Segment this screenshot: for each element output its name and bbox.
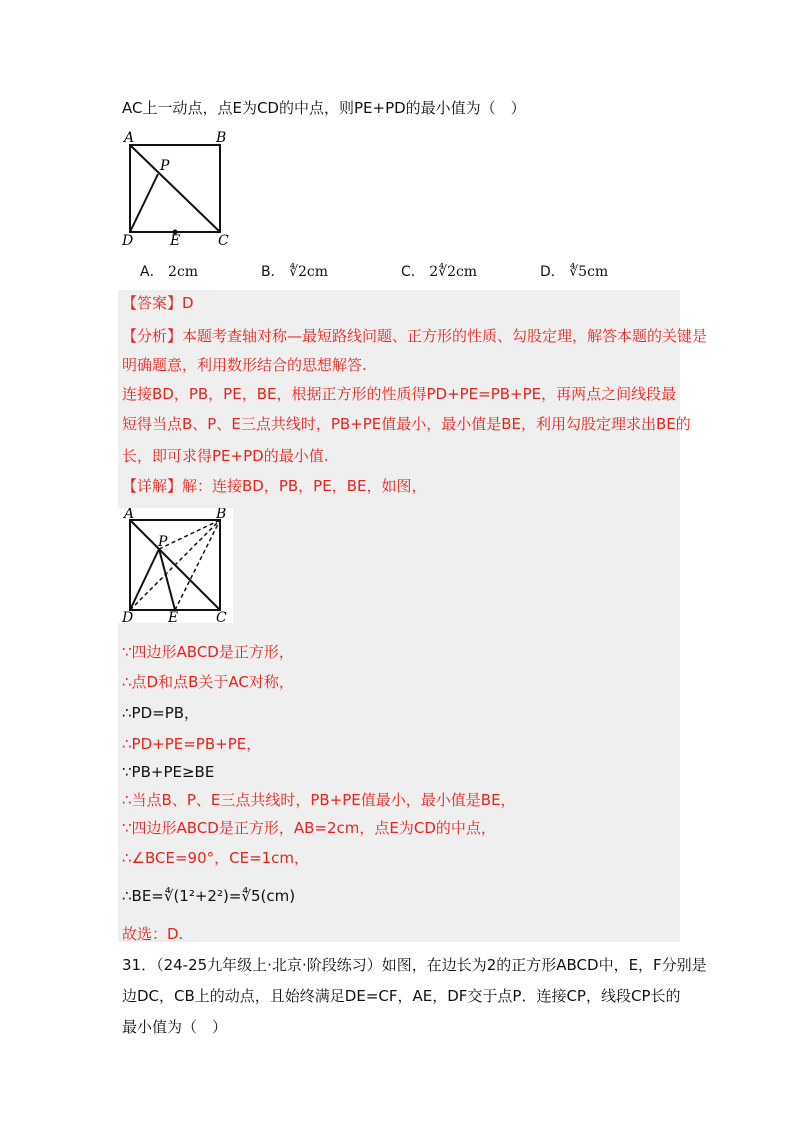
option-d[interactable]: [540, 262, 608, 282]
label-c-2: C: [216, 610, 227, 623]
label-b-2: B: [216, 508, 227, 522]
option-c-value: 2∜2cm: [429, 264, 478, 280]
label-e-2: E: [168, 610, 179, 623]
answer-line: 【答案】D: [122, 294, 194, 312]
analysis-line-4: 短得当点B、P、E三点共线时，PB+PE值最小，最小值是BE，利用勾股定理求出BE的: [122, 415, 691, 433]
step-2: ∴点D和点B关于AC对称，: [122, 673, 294, 691]
option-a-letter: A．: [140, 264, 164, 280]
step-1: ∵四边形ABCD是正方形，: [122, 643, 294, 661]
option-a-value: 2cm: [168, 264, 199, 280]
option-d-value: ∜5cm: [569, 264, 609, 280]
option-c[interactable]: [401, 262, 477, 282]
label-d-2: D: [122, 610, 134, 623]
option-b-letter: B．: [261, 264, 285, 280]
option-b-value: ∜2cm: [289, 264, 329, 280]
next-question-line-3: 最小值为（ ）: [122, 1018, 228, 1036]
label-b: B: [216, 130, 227, 146]
option-a[interactable]: [140, 262, 198, 282]
label-d: D: [122, 233, 134, 245]
step-6: ∴当点B、P、E三点共线时，PB+PE值最小，最小值是BE，: [122, 791, 516, 809]
question-tail-text: AC上一动点，点E为CD的中点，则PE+PD的最小值为（ ）: [122, 99, 526, 117]
analysis-line-2: 明确题意，利用数形结合的思想解答.: [122, 356, 367, 374]
next-question-line-1: 31．（24-25九年级上·北京·阶段练习）如图，在边长为2的正方形ABCD中，E，F分别是: [122, 956, 707, 974]
detail-heading: 【详解】解：连接BD，PB，PE，BE，如图，: [122, 477, 427, 495]
step-5: ∵PB+PE≥BE: [122, 763, 215, 781]
option-b[interactable]: [261, 262, 328, 282]
label-c: C: [218, 233, 229, 245]
analysis-line-1: 【分析】本题考查轴对称—最短路线问题、正方形的性质、勾股定理，解答本题的关键是: [122, 327, 708, 345]
option-d-letter: D．: [540, 264, 565, 280]
figure-square-1: [118, 130, 248, 245]
step-9: ∴BE=∜(1²+2²)=∜5(cm): [122, 887, 296, 905]
step-8: ∴∠BCE=90°，CE=1cm，: [122, 849, 310, 867]
option-c-letter: C．: [401, 264, 425, 280]
step-7: ∵四边形ABCD是正方形，AB=2cm，点E为CD的中点，: [122, 819, 496, 837]
label-p-2: P: [158, 534, 168, 550]
step-3: ∴PD=PB，: [122, 704, 200, 722]
label-a-2: A: [124, 508, 135, 522]
label-p: P: [160, 158, 170, 174]
analysis-line-3: 连接BD，PB，PE，BE，根据正方形的性质得PD+PE=PB+PE，再两点之间线段最: [122, 385, 677, 403]
conclusion-line: 故选：D.: [122, 925, 184, 943]
step-4: ∴PD+PE=PB+PE，: [122, 735, 262, 753]
analysis-line-5: 长，即可求得PE+PD的最小值.: [122, 447, 329, 465]
label-a: A: [124, 130, 135, 146]
label-e: E: [170, 233, 181, 245]
figure-square-2: [118, 508, 233, 623]
next-question-line-2: 边DC，CB上的动点，且始终满足DE=CF，AE，DF交于点P．连接CP，线段CP长的: [122, 987, 681, 1005]
